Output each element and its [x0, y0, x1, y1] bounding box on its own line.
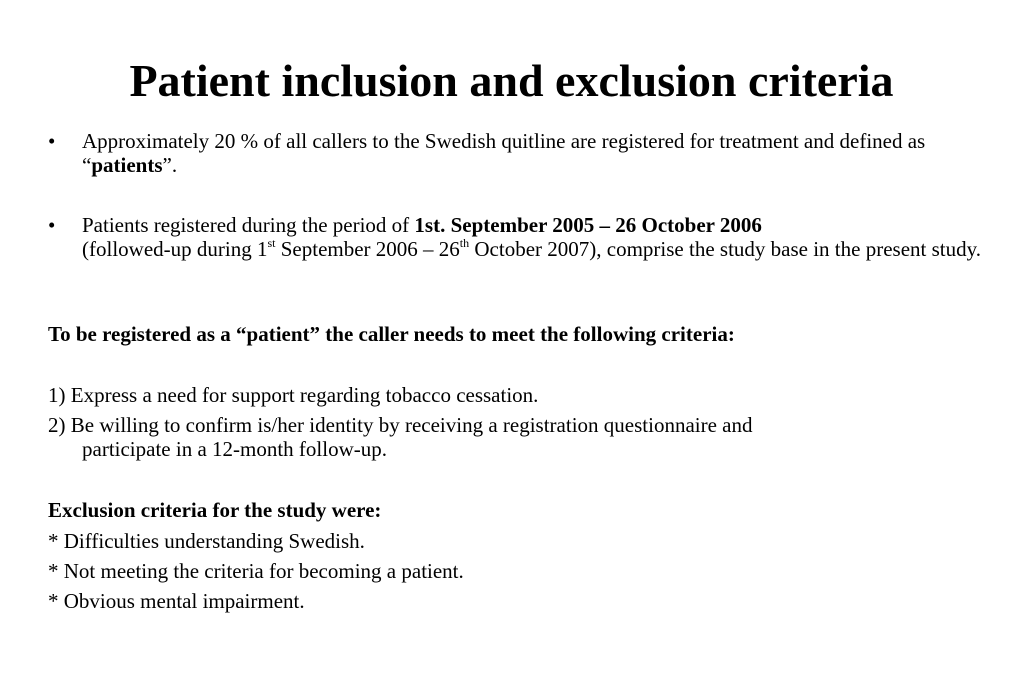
slide-title: Patient inclusion and exclusion criteria: [129, 55, 894, 106]
bullet-text: [82, 129, 998, 177]
bullet-text-part: Patients registered during the period of: [82, 213, 415, 237]
bullet-text: [82, 213, 998, 261]
bullet-text-part: October 2007), comprise the study base in the present study.: [469, 237, 981, 261]
criteria-item-2-line-1: 2) Be willing to confirm is/her identity by receiving a registration questionnaire and: [48, 413, 753, 437]
criteria-heading-text: To be registered as a “patient” the caller needs to meet the following criteria:: [48, 322, 735, 346]
criteria-item-2: [48, 413, 948, 461]
criteria-item-2-line-2: participate in a 12-month follow-up.: [82, 437, 388, 461]
exclusion-item-1: * Difficulties understanding Swedish.: [48, 529, 365, 553]
criteria-heading: [48, 322, 998, 346]
exclusion-item-3: * Obvious mental impairment.: [48, 589, 305, 613]
bullet-callers: [48, 129, 998, 177]
bullet-study-period: [48, 213, 998, 261]
bullet-bold-text: 1st. September 2005 – 26 October 2006: [414, 213, 762, 237]
bullet-marker: •: [48, 213, 56, 237]
bullet-text-part: (followed-up during 1: [82, 237, 268, 261]
superscript: th: [459, 236, 470, 250]
bullet-text-part: ”.: [162, 153, 178, 177]
bullet-marker: •: [48, 129, 56, 153]
criteria-item-1: 1) Express a need for support regarding tobacco cessation.: [48, 383, 539, 407]
bullet-text-part: September 2006 – 26: [275, 237, 460, 261]
exclusion-item-2: * Not meeting the criteria for becoming a patient.: [48, 559, 464, 583]
exclusion-heading-text: Exclusion criteria for the study were:: [48, 498, 382, 522]
bullet-text-part: Approximately 20 % of all callers to the Swedish quitline are registered for treatment and defined as “: [82, 129, 926, 177]
bullet-bold-text: patients: [91, 153, 163, 177]
exclusion-heading: [48, 498, 998, 522]
superscript: st: [267, 236, 276, 250]
